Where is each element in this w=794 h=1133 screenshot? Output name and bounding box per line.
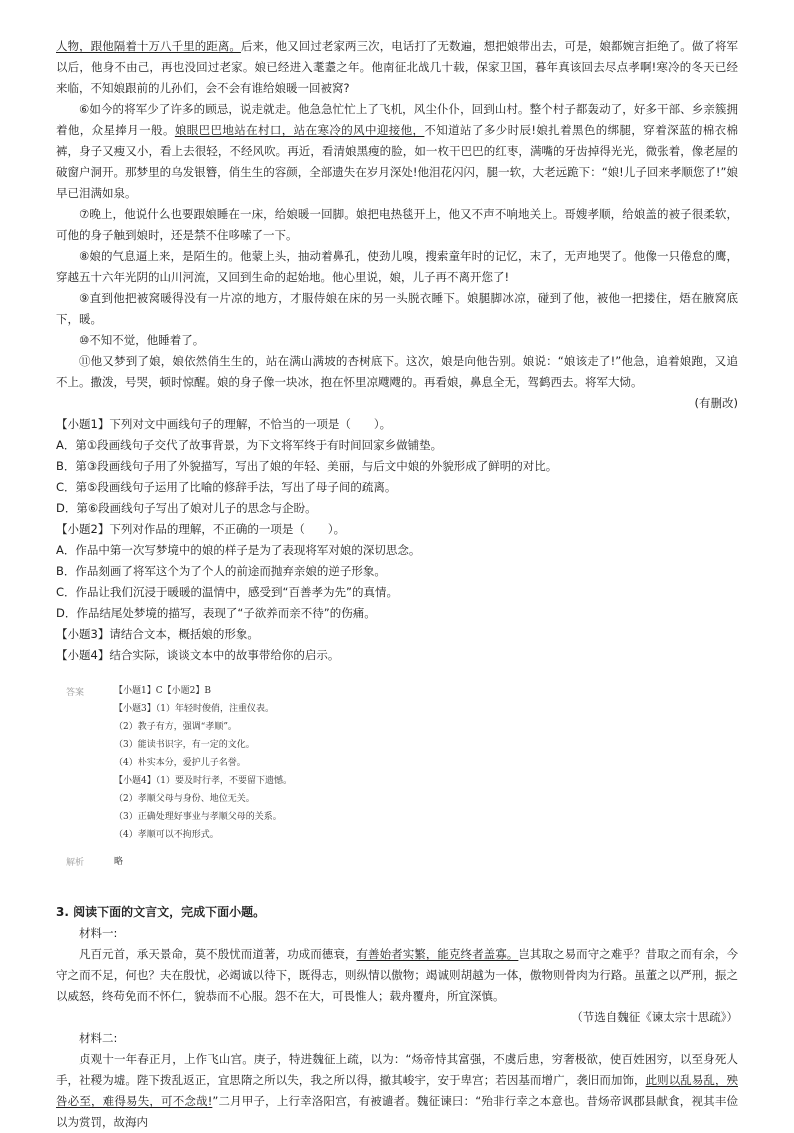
question-3: 【小题3】请结合文本，概括娘的形象。 <box>56 627 259 641</box>
question-2-option-b: B．作品刻画了将军这个为了个人的前途而抛弃亲娘的逆子形象。 <box>56 564 386 578</box>
story-paragraph-5-end: 人物，跟他隔着十万八千里的距离。后来，他又回过老家两三次，电话打了无数遍，想把娘带出去，可是，娘都婉言拒绝了。做了将军以后，他身不由己，再也没回过老家。娘已经进入耄耋之年。他南征北战几十载，保家卫国，暮年真该回去尽点孝啊!寒冷的冬天已经来临，不知娘跟前的儿孙们，会不会有谁给娘暖一回被窝? <box>56 39 738 95</box>
answer-line: 【小题1】C【小题2】B <box>114 686 211 696</box>
answer-block <box>66 682 738 844</box>
question-1-option-b: B．第③段画线句子用了外貌描写，写出了娘的年轻、美丽，与后文中娘的外貌形成了鲜明的对比。 <box>56 459 558 473</box>
story-source: (有删改) <box>694 396 738 410</box>
material-1-text: 凡百元首，承天景命，莫不殷忧而道著，功成而德衰，有善始者实繁，能克终者盖寡。岂其取之易而守之难乎？昔取之而有余，今守之而不足，何也？夫在殷忧，必竭诚以待下，既得志，则纵情以傲物；竭诚则胡越为一体，傲物则骨肉为行路。虽董之以严刑，振之以威怒，终苟免而不怀仁，貌恭而不心服。怨不在大，可畏惟人；载舟覆舟，所宜深慎。 <box>56 947 738 1003</box>
question-1-option-d: D．第⑥段画线句子写出了娘对儿子的思念与企盼。 <box>56 501 317 515</box>
answer-line: 【小题3】（1）年轻时俊俏，注重仪表。 <box>114 704 274 714</box>
question-2-option-c: C．作品让我们沉浸于暖暖的温情中，感受到“百善孝为先”的真情。 <box>56 585 398 599</box>
underlined-sentence-5: 人物，跟他隔着十万八千里的距离。 <box>56 39 241 53</box>
underlined-sentence-m2: 此则以乱易乱，殃咎必至，难得易失，可不念哉! <box>56 1073 739 1108</box>
analysis-value: 略 <box>114 857 124 867</box>
question-1-option-a: A．第①段画线句子交代了故事背景，为下文将军终于有时间回家乡做铺垫。 <box>56 438 443 452</box>
answer-line: （4）孝顺可以不拘形式。 <box>114 830 219 840</box>
answer-line: （3）正确处理好事业与孝顺父母的关系。 <box>114 812 282 822</box>
question-2-stem: 【小题2】下列对作品的理解，不正确的一项是（ ）。 <box>56 522 346 536</box>
story-paragraph-6: ⑥如今的将军少了许多的顾忌，说走就走。他急急忙忙上了飞机，风尘仆仆，回到山村。整个村子都轰动了，好多干部、乡亲簇拥着他，众星捧月一般。娘眼巴巴地站在村口，站在寒冷的风中迎接他，不知道站了多少时辰!娘扎着黑色的绑腿，穿着深蓝的棉衣棉裤，身子又瘦又小，看上去很轻，不经风吹。再近，看清娘黑瘦的脸，如一枚干巴巴的红枣，满嘴的牙齿掉得光光，微张着，像老屋的破窗户洞开。那梦里的乌发银簪，俏生生的容颜，全部遗失在岁月深处!他泪花闪闪，腿一软，大老远跪下：“娘!儿子回来孝顺您了!”娘早已泪满如泉。 <box>56 102 738 200</box>
material-2-text: 贞观十一年春正月，上作飞山宫。庚子，特进魏征上疏，以为：“炀帝恃其富强，不虞后患，穷奢极欲，使百姓困穷，以至身死人手，社稷为墟。陛下拨乱返正，宜思隋之所以失，我之所以得，撤其峻宇，安于卑宫；若因基而增广，袭旧而加饰，此则以乱易乱，殃咎必至，难得易失，可不念哉!”二月甲子，上行幸洛阳宫，有被谴者。魏征谏曰：“殆非行幸之本意也。昔炀帝讽郡县献食，视其丰俭以为赏罚，故海内 <box>56 1052 739 1129</box>
material-1-source: （节选自魏征《谏太宗十思疏》） <box>571 1010 738 1024</box>
answer-line: （2）孝顺父母与身份、地位无关。 <box>114 794 255 804</box>
question-1-stem: 【小题1】下列对文中画线句子的理解，不恰当的一项是（ ）。 <box>56 417 392 431</box>
underlined-sentence-6: 娘眼巴巴地站在村口，站在寒冷的风中迎接他， <box>174 123 425 137</box>
material-2-label: 材料二: <box>79 1031 118 1045</box>
material-1-label: 材料一: <box>79 926 118 940</box>
answer-line: （2）教子有方，强调“孝顺”。 <box>114 722 237 732</box>
analysis-label: 解析 <box>66 858 85 868</box>
story-paragraph-7: ⑦晚上，他说什么也要跟娘睡在一床，给娘暖一回脚。娘把电热毯开上，他又不声不响地关上。哥嫂孝顺，给娘盖的被子很柔软，可他的身子触到娘时，还是禁不住哆嗦了一下。 <box>56 207 738 242</box>
underlined-sentence-m1: 有善始者实繁，能克终者盖寡。 <box>356 947 519 961</box>
analysis-block <box>66 854 738 868</box>
answer-line: （4）朴实本分，爱护儿子名誉。 <box>114 758 246 768</box>
question-2-option-d: D．作品结尾处梦境的描写，表现了“子欲养而亲不待”的伤痛。 <box>56 606 376 620</box>
answer-label: 答案 <box>66 688 85 698</box>
answer-body <box>114 682 292 844</box>
answer-line: （3）能读书识字，有一定的文化。 <box>114 740 255 750</box>
section-3-title: 3. 阅读下面的文言文，完成下面小题。 <box>56 905 266 919</box>
story-paragraph-9: ⑨直到他把被窝暖得没有一片凉的地方，才服侍娘在床的另一头脱衣睡下。娘腿脚冰凉，碰到了他，被他一把搂住，焐在腋窝底下，暖。 <box>56 291 738 326</box>
question-1-option-c: C．第⑤段画线句子运用了比喻的修辞手法，写出了母子间的疏离。 <box>56 480 397 494</box>
story-paragraph-10: ⑩不知不觉，他睡着了。 <box>79 333 205 347</box>
story-paragraph-8: ⑧娘的气息逼上来，是陌生的。他蒙上头，抽动着鼻孔，使劲儿嗅，搜索童年时的记忆，末了，无声地哭了。他像一只倦怠的鹰，穿越五十六年光阴的山川河流，又回到生命的起始地。他心里说，娘，儿子再不离开您了! <box>56 249 738 284</box>
answer-line: 【小题4】（1）要及时行孝，不要留下遗憾。 <box>114 776 292 786</box>
question-4: 【小题4】结合实际，谈谈文本中的故事带给你的启示。 <box>56 648 340 662</box>
story-paragraph-11: ⑪他又梦到了娘，娘依然俏生生的，站在满山满坡的杏树底下。这次，娘是向他告别。娘说：“娘该走了!”他急，追着娘跑，又追不上。撒泼，号哭，顿时惊醒。娘的身子像一块冰，抱在怀里凉飕飕的。再看娘，鼻息全无，驾鹤西去。将军大恸。 <box>56 354 738 389</box>
question-2-option-a: A．作品中第一次写梦境中的娘的样子是为了表现将军对娘的深切思念。 <box>56 543 421 557</box>
